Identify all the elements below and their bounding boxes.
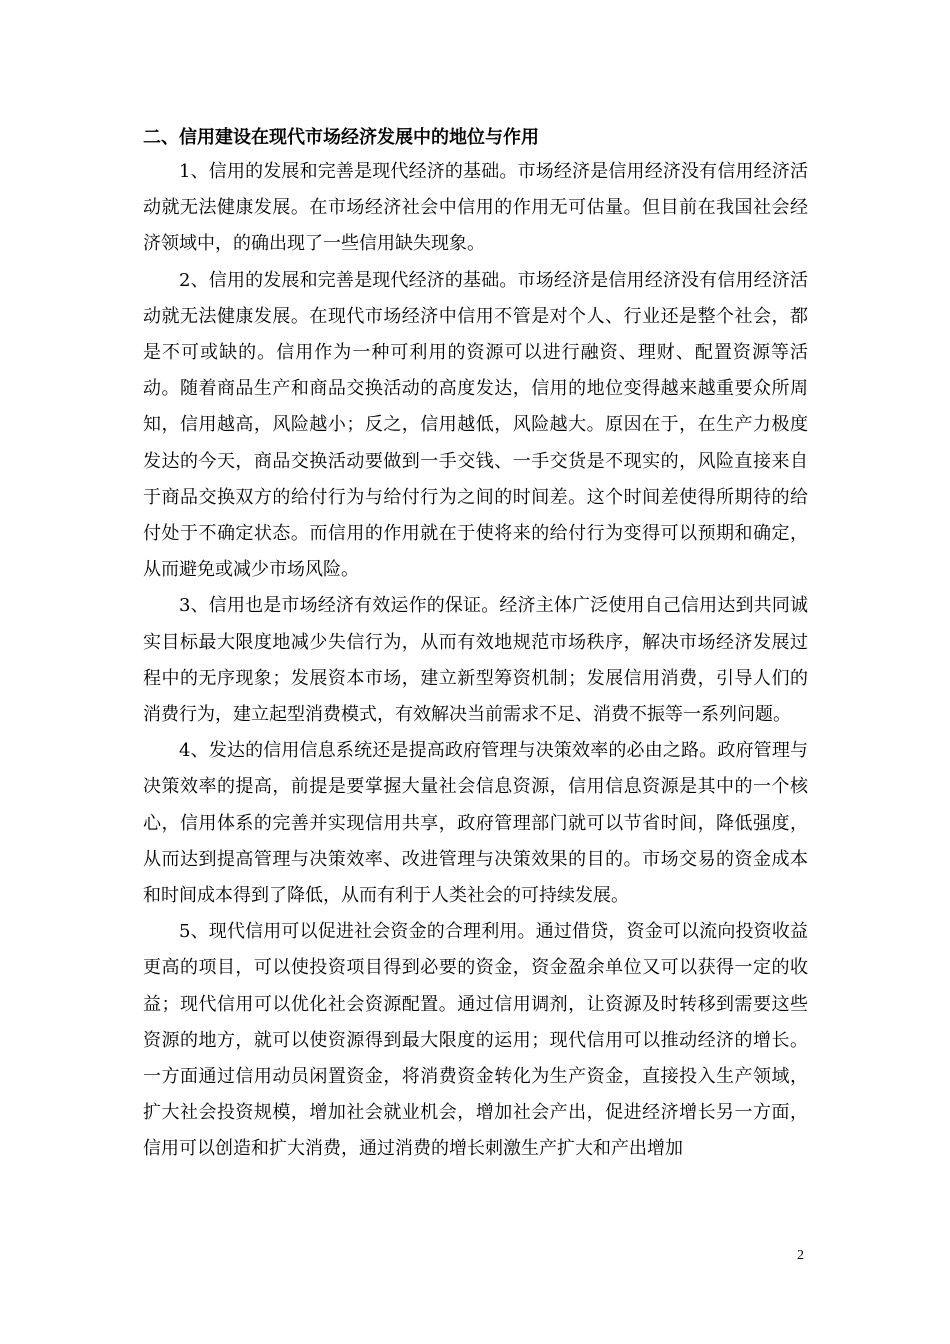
page-number: 2 — [797, 1248, 804, 1263]
paragraph-1: 1、信用的发展和完善是现代经济的基础。市场经济是信用经济没有信用经济活动就无法健康发展。在市场经济社会中信用的作用无可估量。但目前在我国社会经济领域中，的确出现了一些信用缺失现象。 — [143, 161, 808, 255]
section-heading: 二、信用建设在现代市场经济发展中的地位与作用 — [143, 127, 539, 148]
body-text — [143, 154, 808, 1168]
paragraph-2: 2、信用的发展和完善是现代经济的基础。市场经济是信用经济没有信用经济活动就无法健康发展。在现代市场经济中信用不管是对个人、行业还是整个社会，都是不可或缺的。信用作为一种可利用的资源可以进行融资、理财、配置资源等活动。随着商品生产和商品交换活动的高度发达，信用的地位变得越来越重要众所周知，信用越高，风险越小；反之，信用越低，风险越大。原因在于，在生产力极度发达的今天，商品交换活动要做到一手交钱、一手交货是不现实的，风险直接来自于商品交换双方的给付行为与给付行为之间的时间差。这个时间差使得所期待的给付处于不确定状态。而信用的作用就在于使将来的给付行为变得可以预期和确定，从而避免或减少市场风险。 — [143, 269, 808, 581]
paragraph-5: 5、现代信用可以促进社会资金的合理利用。通过借贷，资金可以流向投资收益更高的项目，可以使投资项目得到必要的资金，资金盈余单位又可以获得一定的收益；现代信用可以优化社会资源配置。通过信用调剂，让资源及时转移到需要这些资源的地方，就可以使资源得到最大限度的运用；现代信用可以推动经济的增长。一方面通过信用动员闲置资金，将消费资金转化为生产资金，直接投入生产领域，扩大社会投资规模，增加社会就业机会，增加社会产出，促进经济增长另一方面，信用可以创造和扩大消费，通过消费的增长刺激生产扩大和产出增加 — [143, 921, 808, 1160]
paragraph-3: 3、信用也是市场经济有效运作的保证。经济主体广泛使用自己信用达到共同诚实目标最大限度地减少失信行为，从而有效地规范市场秩序，解决市场经济发展过程中的无序现象；发展资本市场，建立新型筹资机制；发展信用消费，引导人们的消费行为，建立起型消费模式，有效解决当前需求不足、消费不振等一系列问题。 — [143, 595, 808, 726]
paragraph-4: 4、发达的信用信息系统还是提高政府管理与决策效率的必由之路。政府管理与决策效率的提高，前提是要掌握大量社会信息资源，信用信息资源是其中的一个核心，信用体系的完善并实现信用共享，政府管理部门就可以节省时间，降低强度，从而达到提高管理与决策效率、改进管理与决策效果的目的。市场交易的资金成本和时间成本得到了降低，从而有利于人类社会的可持续发展。 — [143, 740, 808, 907]
